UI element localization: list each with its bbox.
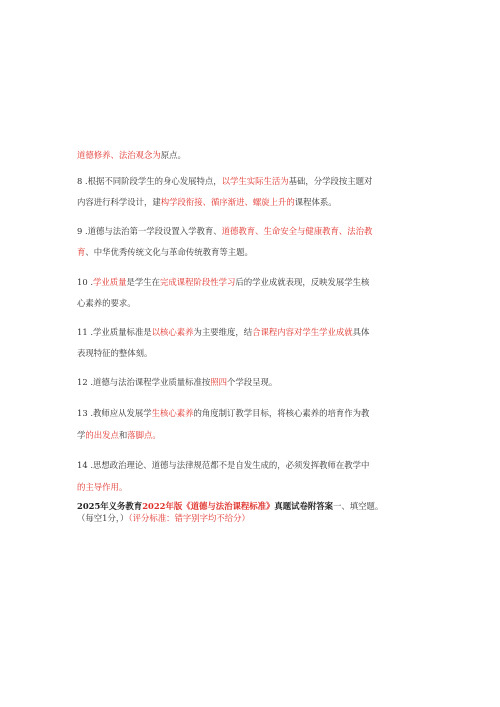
- text-segment: 的出发点: [85, 430, 119, 440]
- text-segment: 为主要维度，结: [193, 327, 253, 337]
- text-segment: 和: [118, 430, 128, 440]
- text-segment: 12 .道德与法治课程学业质量标准按: [77, 377, 211, 387]
- text-segment: 8 .根据不同阶段学生的身心发展特点，: [77, 176, 222, 186]
- text-segment: 合课程内容对学生学业成就: [252, 327, 353, 337]
- text-segment: 13 .教师应从发展学: [77, 408, 152, 418]
- text-line: [77, 460, 369, 471]
- text-segment: （每空1分，）: [77, 513, 129, 523]
- text-segment: 真题试卷附答案: [274, 501, 333, 511]
- text-segment: 是学生在: [126, 277, 160, 287]
- text-line: [77, 430, 161, 441]
- text-line: [77, 247, 253, 258]
- text-segment: 基础，分学段按主题对: [288, 176, 373, 186]
- text-segment: 个学段呈现。: [226, 377, 278, 387]
- text-segment: 2025年义务教育: [77, 501, 143, 511]
- text-segment: 原点。: [160, 150, 186, 160]
- text-segment: 后的学业成就表现，反映发展学生核: [235, 277, 370, 287]
- text-segment: 具体: [352, 327, 370, 337]
- text-segment: 内容进行科学设计，建: [77, 197, 161, 207]
- text-segment: 以核心素养: [151, 327, 194, 337]
- text-segment: 以学生实际生活为: [221, 176, 289, 186]
- text-line: [77, 482, 127, 493]
- text-segment: 生核心素养: [151, 408, 194, 418]
- text-segment: 学: [77, 430, 86, 440]
- text-segment: 10 .: [77, 277, 93, 287]
- text-line: [77, 348, 152, 359]
- text-line: [77, 226, 372, 237]
- text-segment: 14 .思想政治理论、道德与法律规范都不是自发生成的，必须发挥教师在教学中: [77, 460, 370, 470]
- text-segment: 学业质量: [92, 277, 127, 287]
- text-line: [77, 327, 369, 338]
- text-line: [77, 277, 369, 288]
- text-segment: 落脚点。: [127, 430, 161, 440]
- text-segment: 的主导作用。: [77, 482, 128, 492]
- text-segment: 、中华优秀传统文化与革命传统教育等主题。: [85, 247, 253, 257]
- scoring-note: [77, 513, 250, 524]
- text-segment: 的角度制订教学目标，将核心素养的培育作为教: [193, 408, 370, 418]
- text-segment: 表现特征的整体刻。: [77, 348, 153, 358]
- text-line: [77, 197, 337, 208]
- text-segment: 9 .道德与法治第一学段设置入学教育、: [77, 226, 222, 236]
- text-line: [77, 408, 369, 419]
- text-segment: （评分标准：错字别字均不给分）: [128, 513, 250, 523]
- text-line: [77, 377, 277, 388]
- text-segment: 11 .学业质量标准是: [77, 327, 152, 337]
- text-segment: 道德修养、法治观念为: [77, 150, 161, 160]
- text-line: [77, 298, 136, 309]
- text-segment: 课程阶段性学习: [176, 277, 236, 287]
- text-segment: 心素养的要求。: [77, 298, 136, 308]
- text-segment: 课程体系。: [294, 197, 337, 207]
- text-segment: 2022年版《道德与法治课程标准》: [142, 501, 275, 511]
- text-segment: 道德教育、生命安全与健康教育、法治教: [221, 226, 373, 236]
- text-segment: 一、填空题。: [333, 501, 384, 511]
- text-line: [77, 176, 372, 187]
- text-segment: 构学段衔接、循序渐进、螺旋上升的: [160, 197, 295, 207]
- text-segment: 育: [77, 247, 86, 257]
- document-title: [77, 501, 383, 512]
- text-segment: 完成: [159, 277, 177, 287]
- text-line: [77, 150, 186, 161]
- text-segment: 照四: [210, 377, 227, 387]
